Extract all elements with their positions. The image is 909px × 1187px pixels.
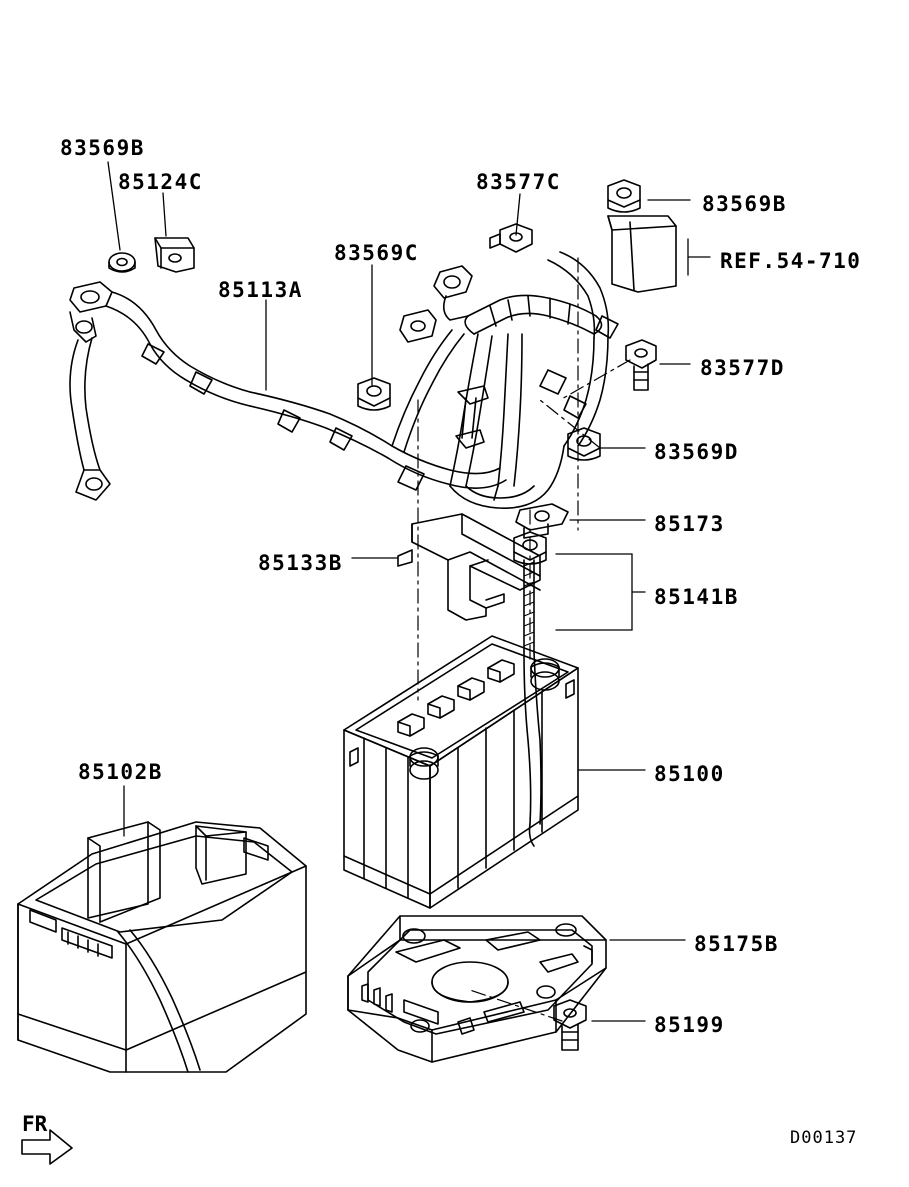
battery-85100 <box>344 636 578 908</box>
part-label-85141b[interactable]: 85141B <box>654 585 739 609</box>
part-label-85133b[interactable]: 85133B <box>258 551 343 575</box>
part-label-ref-54-710[interactable]: REF.54-710 <box>720 249 862 273</box>
part-label-85113a[interactable]: 85113A <box>218 278 303 302</box>
hold-down-bracket-85133b <box>398 514 540 620</box>
part-label-83569d[interactable]: 83569D <box>654 440 739 464</box>
part-label-83569b-top[interactable]: 83569B <box>60 136 145 160</box>
drawing-number: D00137 <box>790 1128 858 1148</box>
bolt-85199 <box>554 1000 586 1050</box>
part-label-83577d[interactable]: 83577D <box>700 356 785 380</box>
part-label-85173[interactable]: 85173 <box>654 512 725 536</box>
part-label-85175b[interactable]: 85175B <box>694 932 779 956</box>
part-label-85124c[interactable]: 85124C <box>118 170 203 194</box>
part-label-85102b[interactable]: 85102B <box>78 760 163 784</box>
part-label-83569c[interactable]: 83569C <box>334 241 419 265</box>
battery-cable-bundle <box>400 252 618 508</box>
part-label-85199[interactable]: 85199 <box>654 1013 725 1037</box>
battery-cover-85102b <box>18 822 306 1072</box>
leader-lines <box>108 162 710 1021</box>
part-label-85100[interactable]: 85100 <box>654 762 725 786</box>
wire-harness-85113a <box>70 282 506 500</box>
top-left-fasteners <box>109 238 194 272</box>
orientation-marker-label: FR <box>22 1112 48 1136</box>
part-label-83569b-right[interactable]: 83569B <box>702 192 787 216</box>
part-label-83577c[interactable]: 83577C <box>476 170 561 194</box>
